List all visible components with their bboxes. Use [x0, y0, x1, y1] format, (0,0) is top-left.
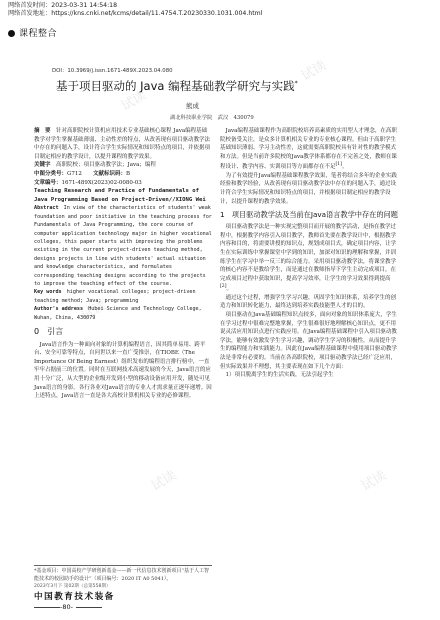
abstract-zh-label: 摘 要 — [34, 128, 51, 134]
body-paragraph-end: 。 — [226, 286, 233, 293]
bullet-dot-icon — [8, 30, 15, 37]
keywords-en-label: Key words — [34, 289, 62, 296]
online-publish-url[interactable]: 网络首发地址：https://kns.cnki.net/kcms/detail/11.4754.T.20230330.1031.004.html — [8, 10, 263, 17]
title-en: Teaching Research and Practice of Fundamentals of Java Programming Based on Project-Driven//XIONG Wei — [34, 188, 206, 203]
watermark-text: 试读 — [298, 58, 330, 85]
cls-label: 中图分类号： — [34, 170, 68, 177]
cls-value: G712 — [67, 170, 82, 177]
online-publication-bar — [0, 0, 440, 22]
section-0-text: Java语言作为一种面向对象的计算机编程语言，因其简单易用、跨平台、安全可靠等特点，自问世以来一直广受推崇，在TIOBE（The Importance Of Being Earnest）组织发布的编程语言排行榜中，一直牢牢占据前三的位置。同时在互联网技术高速发展的今天，Java语言的应用十分广泛，从大型的企业级开发到小型的移动设备应用开发，随处可见Java语言的身影。各行各业对Java语言的专业人才需求量正逐年递增。因上述特点，Java语言一直是各大高校计算机相关专业的必修课程。 — [34, 341, 212, 400]
right-column — [220, 127, 398, 380]
watermark-text: 试读 — [118, 88, 150, 115]
publication-info: 2023年3月下 第02期（总第558期） — [34, 584, 111, 589]
footnote-divider — [34, 565, 212, 566]
keywords-en — [34, 288, 212, 305]
citation-ref: [2] — [220, 284, 227, 290]
journal-name: 中国教育技术装备 — [34, 592, 115, 602]
code-label: 文献标识码： — [92, 170, 126, 177]
column-section-header — [8, 26, 57, 39]
body-paragraph-end: 。 — [342, 164, 348, 171]
abstract-en-text: In view of the characteristics of students' weak foundation and poor initiative in the teaching process for Fundamentals of Java Programming, the core course of computer application technology major in higher vocational colleges, this paper starts with improving the problems existing in the current project-driven teaching method, designs projects in line with students' actual situation and knowledge characteristics, and formulates corresponding teaching designs according to the projects to improve the teaching effect of the course. — [34, 205, 212, 287]
body-paragraph-text: Java编程基础课程作为高职院校培养高素质的实用型人才理念，在高职院校备受关注，是众多计算机相关专业的专业核心课程。但由于高职学生基础知识薄弱、学习主动性差，这就需要高职院校具有针对性的教学模式和方法。但是当前许多院校的Java教学体系都存在不完善之处，教师在课程设计、教学内容、实训项目等方面都存在不足 — [220, 128, 397, 171]
page-number-value: 80 — [62, 603, 71, 611]
title-footnote-mark: * — [294, 80, 298, 88]
author-name: 熊成 — [186, 102, 199, 110]
left-column — [34, 127, 212, 401]
body-paragraph — [220, 127, 398, 172]
body-paragraph: 1）项目脱离学生的生活实践，无法引起学生 — [225, 372, 334, 379]
funding-footnote: *基金项目：中国高校产学研创新基金——新一代信息技术创新项目“基于人工智能技术的校园助手的设计”（项目编号：2020 IT A0 5041）。 — [34, 568, 210, 582]
author-address-label: Author's address — [34, 306, 84, 313]
body-paragraph: 项目驱动在Java基础编程知识点较多，面向对象的知识体系庞大，学生在学习过程中很难完整地掌握，学生很难很好地理解核心知识点，更不用说灵活应用知识点进行实践应用。在Java编程基础课程中引入项目驱动教学法，能够有效激发学生学习兴趣，调动学生学习的积极性，从而提升学生的编程能力和实践能力。因此在Java编程基础课程中使用项目驱动教学法是非常有必要的。当前在各高职院校，项目驱动教学法已经广泛应用，但实际效果并不理想，其主要表现在如下几个方面： — [220, 311, 397, 370]
watermark-text: 试读 — [148, 468, 180, 495]
author-address-text: Hubei Science and Technology College, Wuhan, China, 430079 — [34, 306, 202, 321]
page-number-rule-left — [34, 607, 60, 608]
keywords-zh-text: 高职院校；项目驱动教学法；Java；编程 — [56, 162, 156, 169]
abstract-zh-text: 针对高职院校计算机应用技术专业基础核心课程 Java编程基础教学对学生掌握基础薄弱、主动性差的特点，从改善现有项目驱动教学法中存在的问题入手，设计符合学生实际情况和知识特点的项目，并依据项目制定相应的教学设计，以提升课程的教学效果。 — [34, 128, 211, 160]
article-label: 文章编号： — [34, 179, 62, 186]
classification-info — [34, 170, 212, 187]
abstract-en — [34, 204, 212, 288]
section-1-heading: 1 项目驱动教学法及当前在Java语言教学中存在的问题 — [220, 210, 398, 220]
code-value: B — [125, 170, 130, 177]
abstract-zh — [34, 127, 212, 161]
abstract-en-label: Abstract — [34, 205, 59, 212]
paper-title-text: 基于项目驱动的 Java 编程基础教学研究与实践 — [56, 79, 295, 93]
watermark-text: 试读 — [78, 298, 110, 325]
watermark-text: 试读 — [358, 468, 390, 495]
keywords-zh-label: 关键字 — [34, 162, 51, 169]
body-paragraph — [220, 223, 398, 294]
article-value: 1671-489X(2023)02-0080-03 — [61, 179, 142, 186]
body-paragraph: 通过这个过程，增强学生学习兴趣，巩固学生知识体系，培养学生的创造力和知识转化能力，最终达到培养实践技能型人才的目的。 — [220, 294, 397, 310]
page-number: -80- — [60, 603, 73, 611]
citation-ref: [1] — [335, 162, 343, 168]
body-paragraph-text: 项目驱动教学法是一种实现完整项目而开展的教学活动，是指在教学过程中，根据教学内容引入项目教学，教师首先要在教学设计中，根据教学内容和目的，将需要讲授的知识点，规划成项目式，确定项目内容，让学生在实际训练中掌握课堂中学到的知识，加深对知识的理解和掌握，并训练学生在学习中举一反三的综合能力。采用项目驱动教学法，将课堂教学的核心内容不是教给学生，而是通过在教师指导下学生主动完成项目，在完成项目过程中获取知识，提高学习效率，让学生的学习效果得到提高 — [220, 224, 397, 282]
keywords-zh — [34, 161, 212, 170]
watermark-text: 试读 — [328, 248, 360, 275]
body-paragraph: 为了有效提升Java编程基础课程教学效果，笔者将结合多年的企业实践经验和教学经验，从改善现有项目驱动教学法中存在的问题入手，通过设计符合学生实际情况和知识特点的项目，并根据项目制定相应的教学设计，以提升课程的教学效果。 — [220, 172, 397, 205]
paper-title — [56, 78, 356, 94]
section-header-label: 课程整合 — [19, 29, 58, 39]
author-affiliation: 湖北科技职业学院 武汉 430079 — [170, 115, 254, 121]
page-number-rule-right — [76, 607, 102, 608]
online-publish-time: 网络首发时间：2023-03-31 14:54:18 — [8, 2, 118, 9]
keywords-en-text: higher vocational colleges; project-driven teaching method; Java; programming — [34, 289, 196, 304]
doi-line: DOI：10.3969/j.issn.1671-489X.2023.04.080 — [52, 68, 173, 74]
author-address-en — [34, 305, 212, 322]
section-0-heading: 0 引言 — [34, 327, 64, 337]
